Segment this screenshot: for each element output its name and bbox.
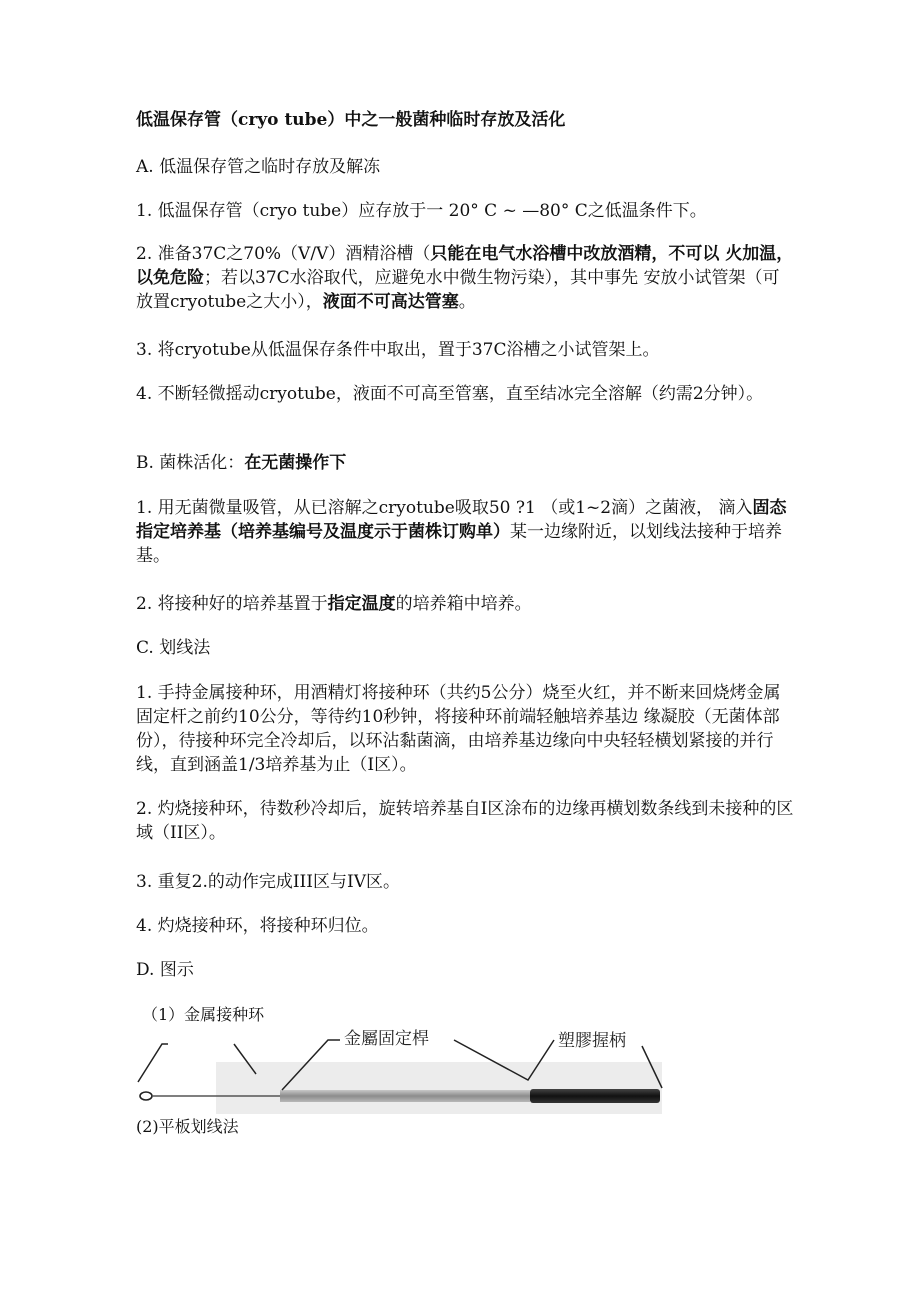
- section-c-item-3: 3. 重复2.的动作完成III区与IV区。: [136, 872, 400, 892]
- section-c-item-4: 4. 灼烧接种环，将接种环归位。: [136, 916, 379, 936]
- loop-tip-icon: [140, 1092, 152, 1100]
- section-b-heading: B. 菌株活化：在无菌操作下: [136, 453, 347, 473]
- section-c-item-2: 2. 灼烧接种环，待数秒冷却后，旋转培养基自I区涂布的边缘再横划数条线到未接种的区域（II区）。: [136, 799, 794, 843]
- section-d-heading: D. 图示: [136, 960, 194, 980]
- section-c-heading: C. 划线法: [136, 638, 211, 658]
- handle-label: 塑膠握柄: [558, 1031, 626, 1051]
- figure-1-caption: （1）金属接种环: [142, 1005, 265, 1024]
- section-a-item-2: 2. 准备37C之70%（V/V）酒精浴槽（只能在电气水浴槽中改放酒精，不可以 火加温，以免危险；若以37C水浴取代，应避免水中微生物污染），其中事先 安放小试管架（可放置cryotube之大小），液面不可高达管塞。: [136, 244, 794, 312]
- section-a-item-1: 1. 低温保存管（cryo tube）应存放于一 20° C ~ —80° C之低温条件下。: [136, 201, 707, 221]
- section-a-item-4: 4. 不断轻微摇动cryotube，液面不可高至管塞，直至结冰完全溶解（约需2分钟）。: [136, 384, 764, 404]
- rod-label: 金屬固定桿: [344, 1029, 429, 1049]
- section-b-item-2: 2. 将接种好的培养基置于指定温度的培养箱中培养。: [136, 594, 532, 614]
- pointer-line-wire: [138, 1044, 168, 1082]
- section-b-item-1: 1. 用无菌微量吸管，从已溶解之cryotube吸取50 ?1 （或1~2滴）之菌液， 滴入固态指定培养基（培养基编号及温度示于菌株订购单）某一边缘附近，以划线法接种于培养基。: [136, 498, 787, 566]
- plastic-handle: [530, 1089, 660, 1103]
- section-c-item-1: 1. 手持金属接种环，用酒精灯将接种环（共约5公分）烧至火红，并不断来回烧烤金属固定杆之前约10公分，等待约10秒钟，将接种环前端轻触培养基边 缘凝胶（无菌体部份），待接种环完全冷却后，以环沾黏菌滴，由培养基边缘向中央轻轻横划紧接的并行线，直到涵盖1/3培养基为止（I区）。: [136, 683, 781, 775]
- metal-rod: [280, 1090, 530, 1102]
- section-a-heading: A. 低温保存管之临时存放及解冻: [136, 157, 381, 177]
- inoculation-loop-figure: [134, 1022, 674, 1122]
- document-title: 低温保存管（cryo tube）中之一般菌种临时存放及活化: [136, 110, 566, 130]
- figure-2-caption: (2)平板划线法: [136, 1117, 239, 1136]
- section-a-item-3: 3. 将cryotube从低温保存条件中取出，置于37C浴槽之小试管架上。: [136, 340, 660, 360]
